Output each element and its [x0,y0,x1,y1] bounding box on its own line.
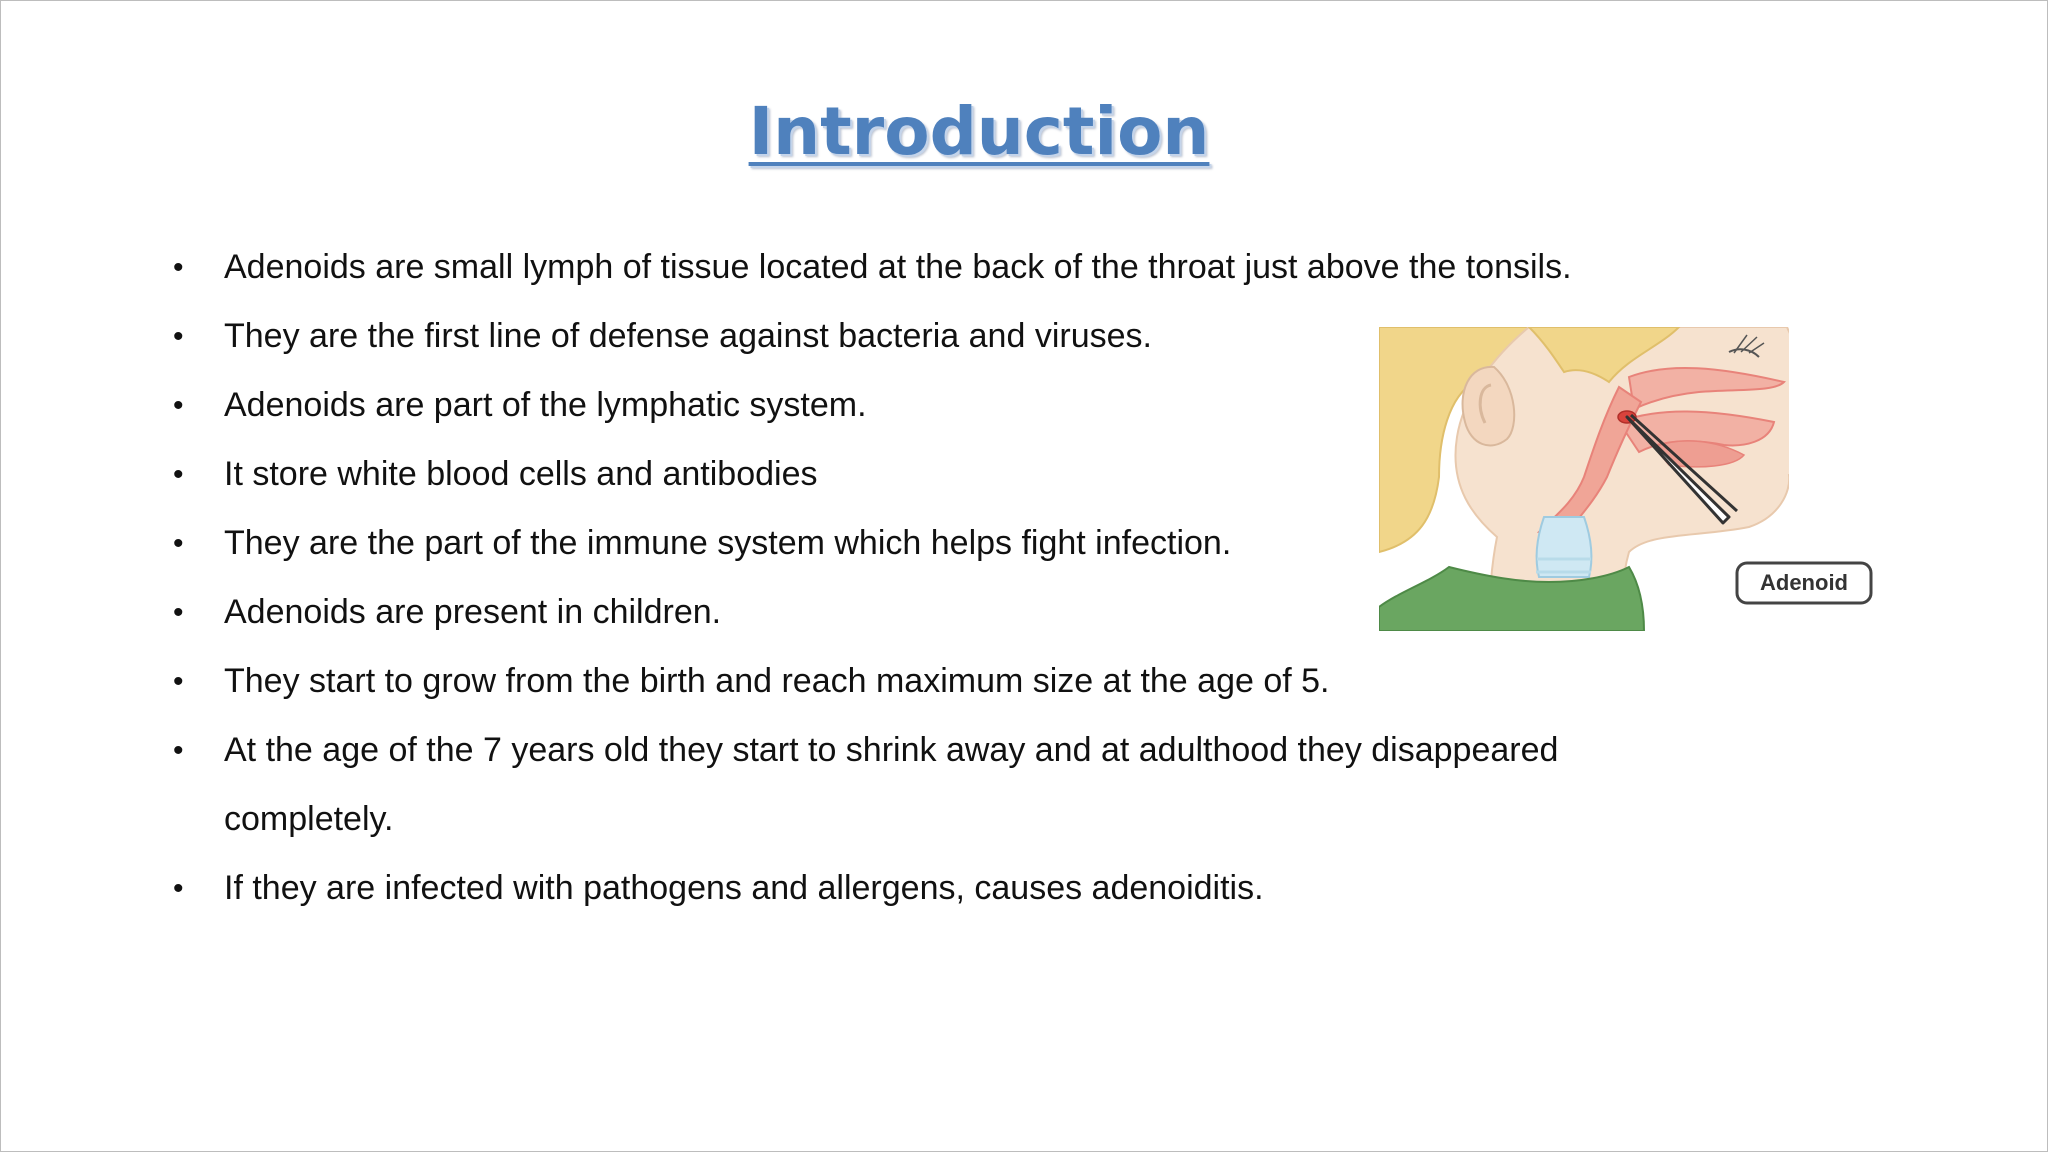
bullet-dot: • [173,389,184,422]
bullet-dot: • [173,458,184,491]
adenoid-anatomy-illustration [1379,327,1879,631]
bullet-text: They start to grow from the birth and reach maximum size at the age of 5. [224,662,1330,700]
bullet-dot: • [173,596,184,629]
bullet-text: Adenoids are present in children. [224,593,722,631]
bullet-text: Adenoids are part of the lymphatic system. [224,386,867,424]
bullet-dot: • [173,251,184,284]
callout-label: Adenoid [1760,570,1848,595]
bullet-dot: • [173,527,184,560]
bullet-item [173,233,1633,302]
bullet-dot: • [173,734,184,767]
trachea [1537,517,1592,577]
bullet-text: If they are infected with pathogens and allergens, causes adenoiditis. [224,869,1264,907]
bullet-text: Adenoids are small lymph of tissue located at the back of the throat just above the tonsils. [224,248,1572,286]
bullet-text: At the age of the 7 years old they start to shrink away and at adulthood they disappeared completely. [224,731,1559,838]
bullet-text: They are the part of the immune system which helps fight infection. [224,524,1232,562]
bullet-text: They are the first line of defense against bacteria and viruses. [224,317,1152,355]
bullet-item [173,716,1633,854]
bullet-item [173,647,1633,716]
bullet-item [173,854,1633,923]
slide-title: Introduction [748,93,1210,170]
bullet-text: It store white blood cells and antibodies [224,455,818,493]
bullet-dot: • [173,872,184,905]
bullet-dot: • [173,665,184,698]
bullet-dot: • [173,320,184,353]
